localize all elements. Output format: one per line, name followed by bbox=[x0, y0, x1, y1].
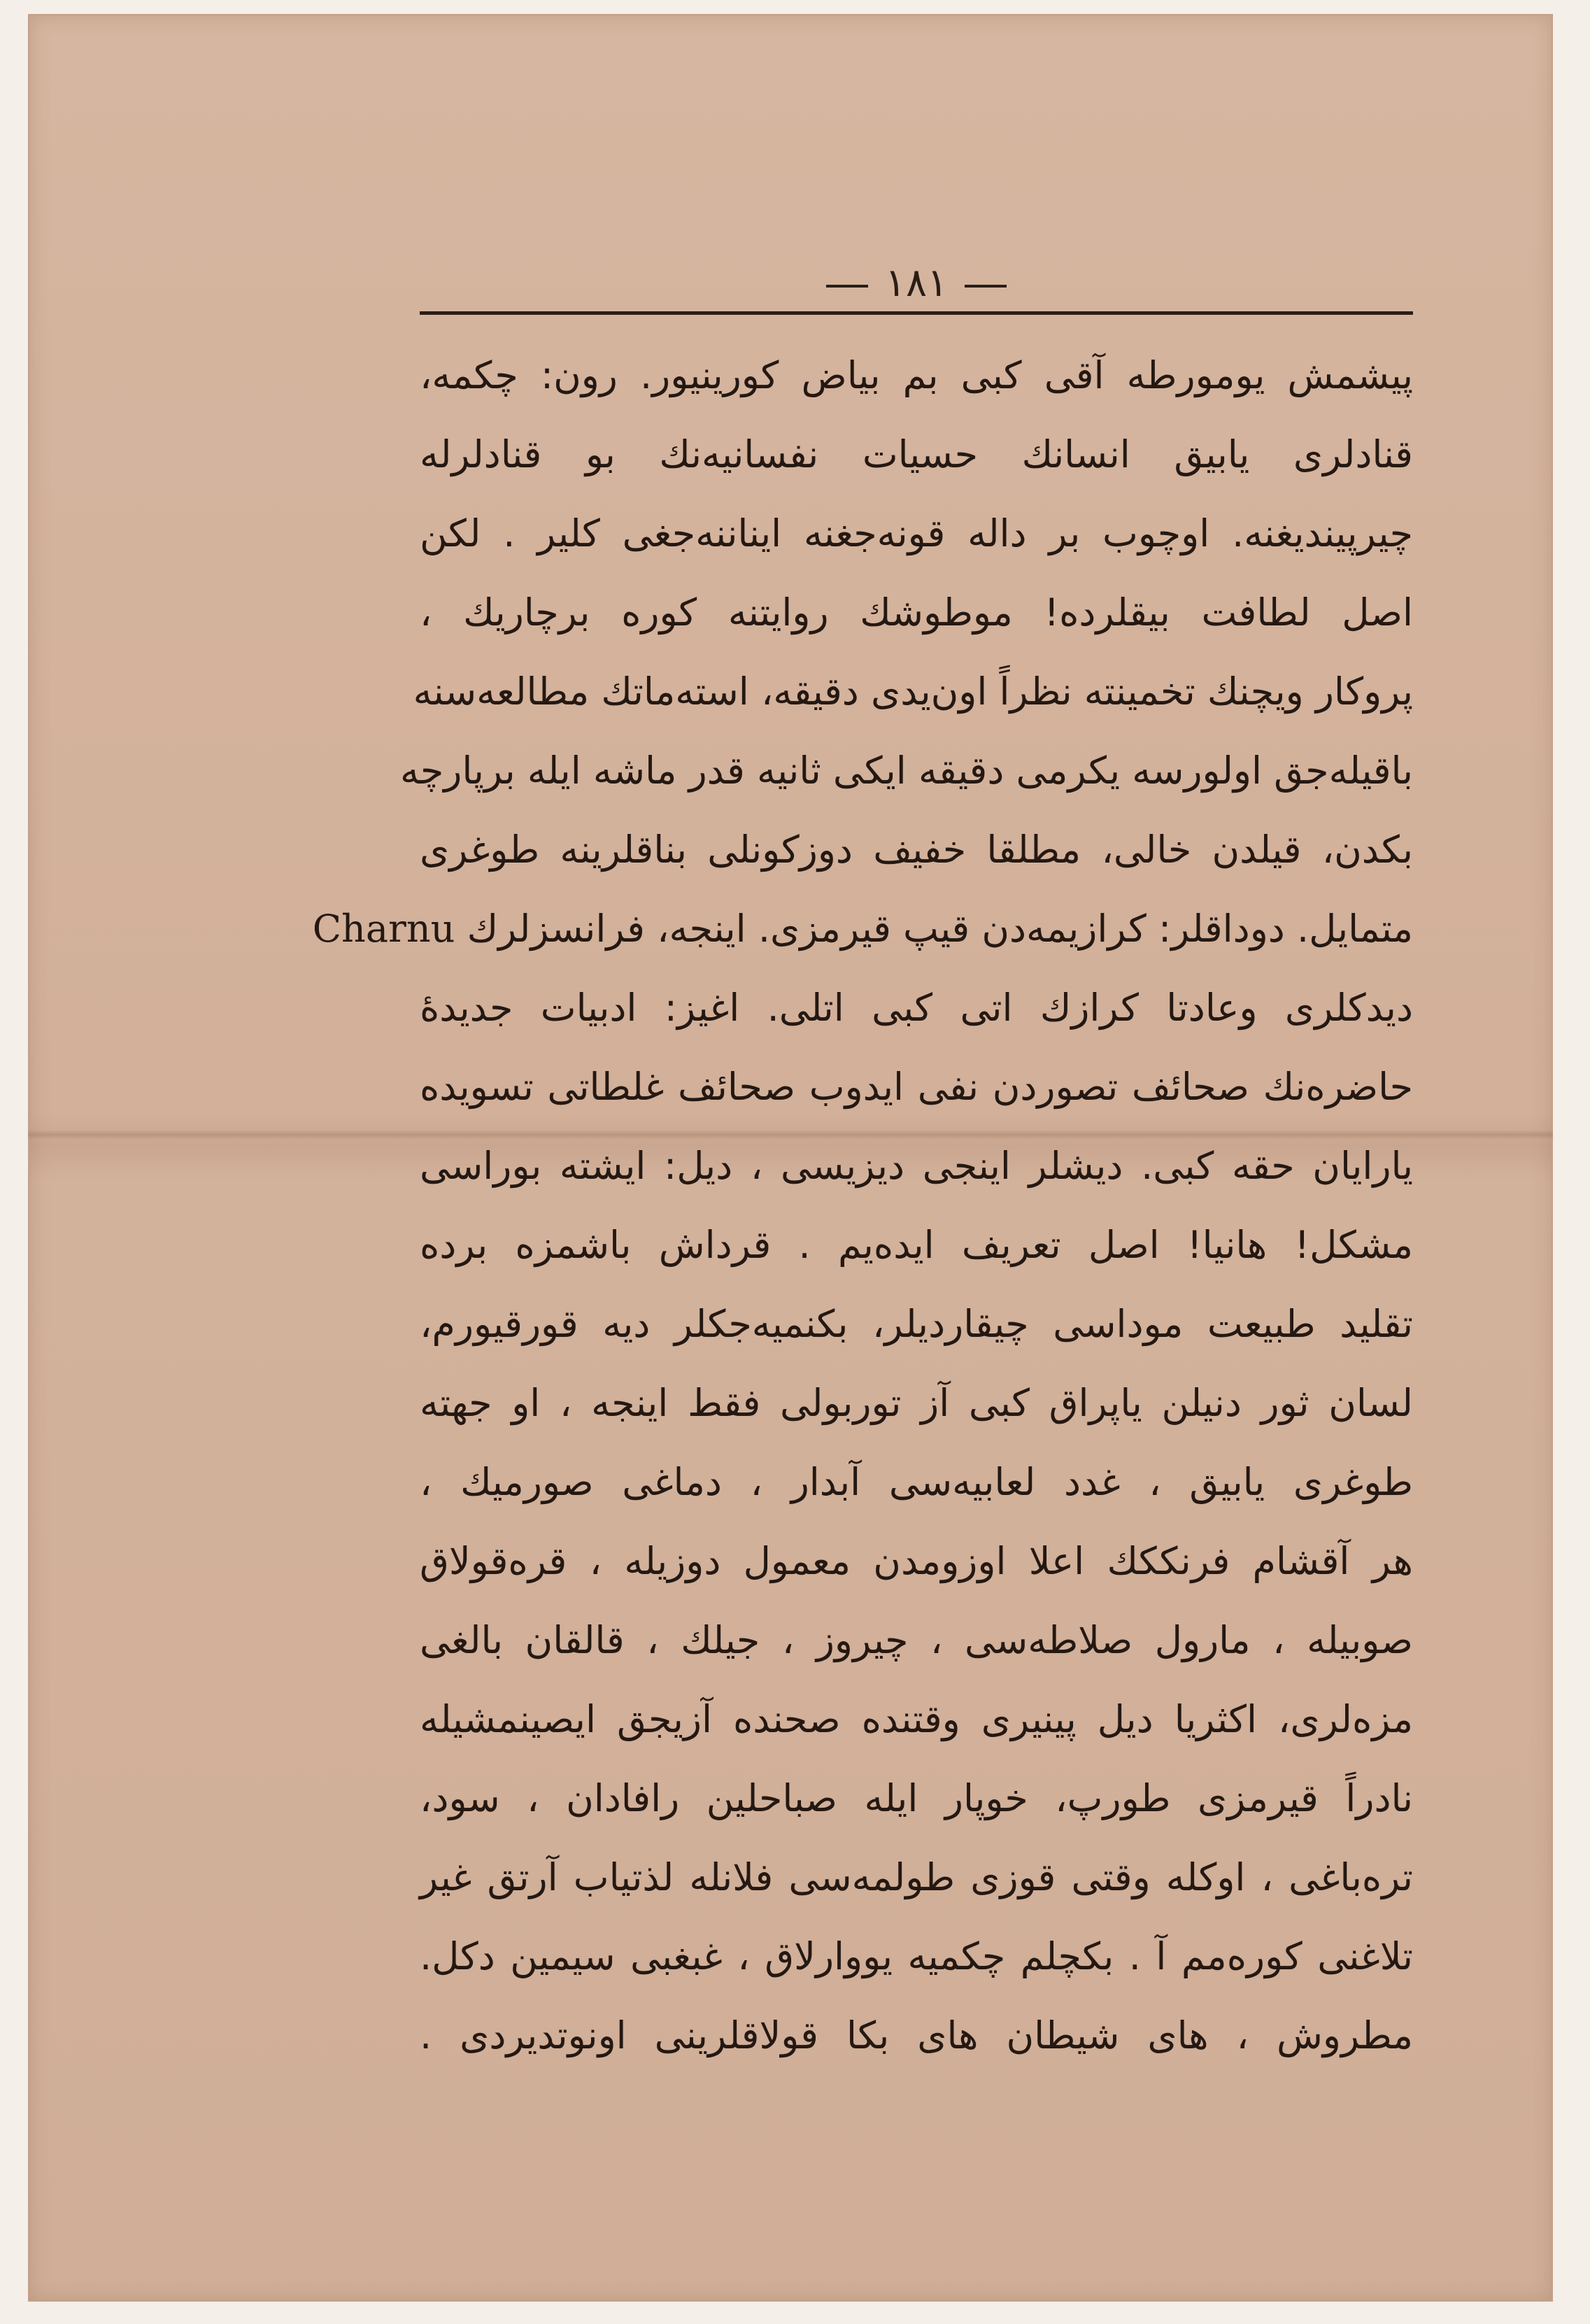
text-line-17: صوبيله ، مارول صلاطه‌سى ، چيروز ، جيلك ، قالقان بالغى bbox=[420, 1618, 1413, 1662]
body-text bbox=[312, 336, 1413, 2075]
text-line-5: پروكار ويچنك تخمينته نظراً اون‌يدى دقيقه، استه‌ماتك مطالعه‌سنه bbox=[413, 669, 1413, 714]
paper-sheet bbox=[28, 14, 1553, 2302]
text-line-9: ديدكلرى وعادتا كرازك اتى كبى اتلى. اغيز: ادبيات جديدهٔ bbox=[420, 986, 1413, 1030]
text-line-14: لسان ثور دنيلن ياپراق كبى آز توربولى فقط اينجه ، او جهته bbox=[420, 1381, 1413, 1425]
text-line-18: مزه‌لرى، اكثريا ديل پينيرى وقتنده صحنده آزيجق ايصينمشيله bbox=[420, 1697, 1413, 1741]
text-line-20: تره‌باغى ، اوكله وقتى قوزى طولمه‌سى فلانله لذتياب آرتق غير bbox=[420, 1855, 1413, 1899]
text-line-10: حاضره‌نك صحائف تصوردن نفى ايدوب صحائف غلطاتى تسويده bbox=[420, 1065, 1413, 1109]
text-line-19: نادراً قيرمزى طورپ، خوپار ايله صباحلين رافادان ، سود، bbox=[420, 1776, 1413, 1820]
page-number bbox=[420, 255, 1413, 311]
page-number-value: ١٨١ bbox=[884, 260, 949, 306]
text-line-1: پيشمش يومورطه آقى كبى بم بياض كورينيور. رون: چكمه، bbox=[420, 353, 1413, 397]
header-rule bbox=[420, 311, 1413, 315]
text-line-7: بكدن، قيلدن خالى، مطلقا خفيف دوزكونلى بناقلرينه طوغرى bbox=[420, 828, 1413, 872]
text-line-13: تقليد طبيعت موداسى چيقاردیلر، بكنميه‌جكلر ديه قورقيورم، bbox=[420, 1302, 1413, 1346]
text-line-2: قنادلرى يابيق انسانك حسيات نفسانيه‌نك بو قنادلرله bbox=[420, 432, 1413, 476]
text-line-22: مطروش ، هاى شيطان هاى بكا قولاقلرينى اونوتديردى . bbox=[420, 2013, 1413, 2057]
latin-word: Charnu bbox=[312, 907, 455, 951]
text-line-21: تلاغنى كوره‌مم آ . بكچلم چكميه يووارلاق ، غبغبى سيمين دكل. bbox=[420, 1934, 1413, 1978]
text-line-11: يارايان حقه كبى. ديشلر اينجى ديزيسى ، ديل: ايشته بوراسى bbox=[420, 1144, 1413, 1188]
text-line-4: اصل لطافت بيقلرده! موطوشك روايتنه كوره برچاريك ، bbox=[420, 590, 1413, 635]
text-line-15: طوغرى يابيق ، غدد لعابيه‌سى آبدار ، دماغى صورميك ، bbox=[420, 1460, 1413, 1504]
text-line-12: مشكل! هانيا! اصل تعريف ايده‌يم . قرداش باشمزه برده bbox=[420, 1223, 1413, 1267]
text-line-3: چيرپينديغنه. اوچوب بر داله قونه‌جغنه ايناننه‌جغى كلير . لكن bbox=[420, 511, 1413, 555]
page-number-dash-right bbox=[965, 285, 1007, 288]
page-number-dash-left bbox=[826, 285, 868, 288]
text-line-8: متمايل. دوداقلر: كرازيمه‌دن قيپ قيرمزى. اينجه، فرانسزلرك Charnu bbox=[312, 907, 1413, 951]
text-line-16: هر آقشام فرنككك اعلا اوزومدن معمول دوزيله ، قره‌قولاق bbox=[420, 1539, 1413, 1583]
text-line-6: باقيله‌جق اولورسه يكرمى دقيقه ايكى ثانيه قدر ماشه ايله برپارچه bbox=[399, 749, 1413, 793]
page-header bbox=[420, 255, 1413, 311]
